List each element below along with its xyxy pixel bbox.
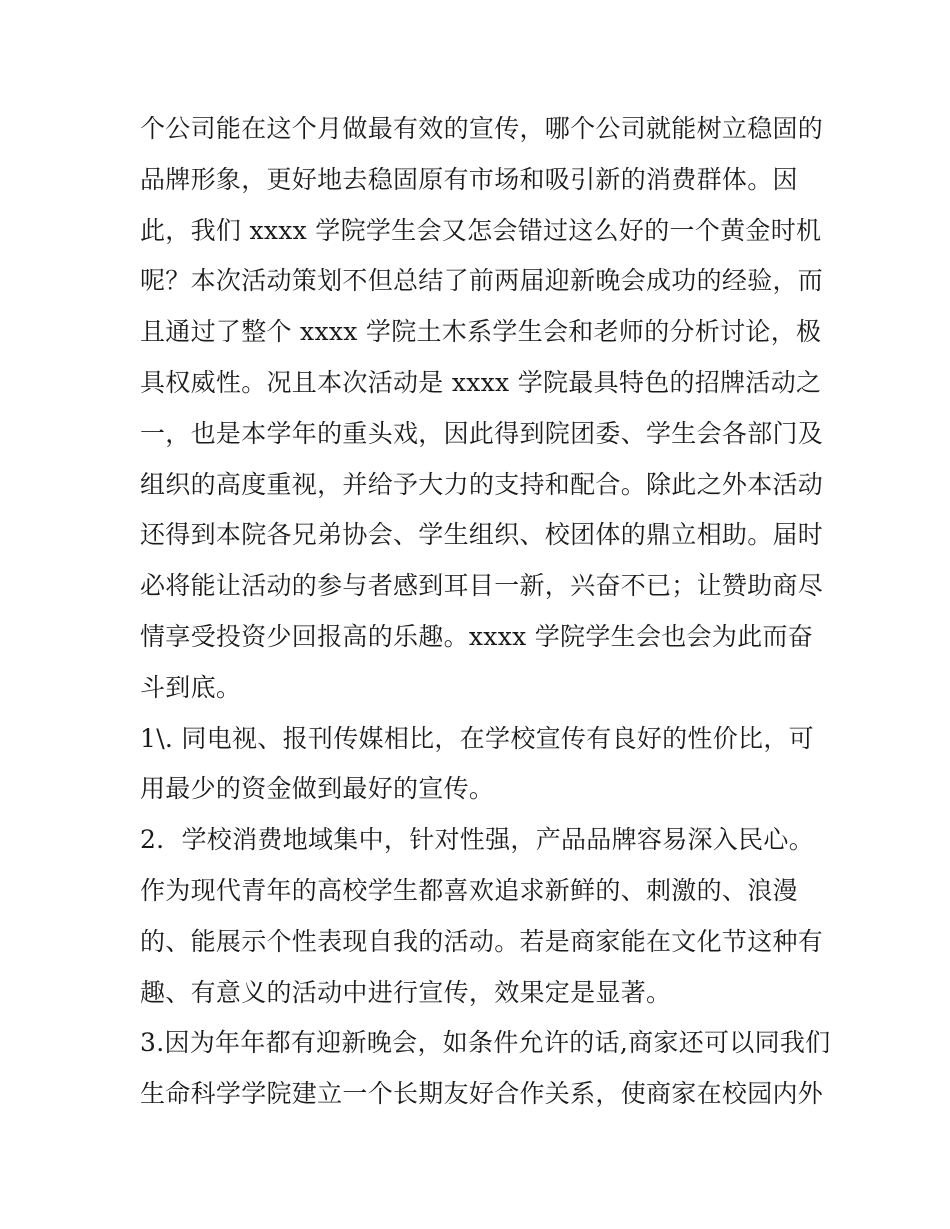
text-line-1: 个公司能在这个月做最有效的宣传，哪个公司就能树立稳固的 xyxy=(140,114,824,143)
list-item-2-line-3: 的、能展示个性表现自我的活动。若是商家能在文化节这种有 xyxy=(140,926,824,956)
text-line-8: 组织的高度重视，并给予大力的支持和配合。除此之外本活动 xyxy=(140,469,824,499)
text-line-3: 此，我们 xxxx 学院学生会又怎会错过这么好的一个黄金时机 xyxy=(140,215,822,245)
list-item-3-line-2: 生命科学学院建立一个长期友好合作关系，使商家在校园内外 xyxy=(140,1079,824,1109)
text-line-7: 一，也是本学年的重头戏，因此得到院团委、学生会各部门及 xyxy=(140,418,824,448)
text-line-9: 还得到本院各兄弟协会、学生组织、校团体的鼎立相助。届时 xyxy=(140,520,824,550)
text-line-12: 斗到底。 xyxy=(140,672,242,702)
list-item-2-line-1: 2．学校消费地域集中，针对性强，产品品牌容易深入民心。 xyxy=(140,825,815,855)
text-line-6: 具权威性。况且本次活动是 xxxx 学院最具特色的招牌活动之 xyxy=(140,367,822,397)
text-line-4: 呢？本次活动策划不但总结了前两届迎新晚会成功的经验，而 xyxy=(140,266,824,296)
text-line-2: 品牌形象，更好地去稳固原有市场和吸引新的消费群体。因 xyxy=(140,164,798,194)
text-line-5: 且通过了整个 xxxx 学院土木系学生会和老师的分析讨论，极 xyxy=(140,317,822,347)
text-line-10: 必将能让活动的参与者感到耳目一新，兴奋不已；让赞助商尽 xyxy=(140,571,824,601)
body-text xyxy=(140,104,831,1120)
text-line-11: 情享受投资少回报高的乐趣。xxxx 学院学生会也会为此而奋 xyxy=(140,621,814,651)
list-item-2-line-4: 趣、有意义的活动中进行宣传，效果定是显著。 xyxy=(140,977,672,1007)
list-item-1-line-2: 用最少的资金做到最好的宣传。 xyxy=(140,774,495,804)
list-item-1-line-1: 1\. 同电视、报刊传媒相比，在学校宣传有良好的性价比，可 xyxy=(140,723,814,753)
list-item-3-line-1: 3.因为年年都有迎新晚会，如条件允许的话,商家还可以同我们 xyxy=(140,1028,831,1058)
list-item-2-line-2: 作为现代青年的高校学生都喜欢追求新鲜的、刺激的、浪漫 xyxy=(140,875,798,905)
